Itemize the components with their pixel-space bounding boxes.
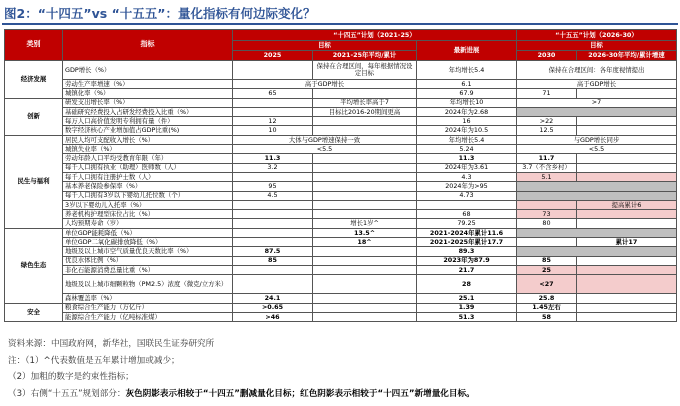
value-cell xyxy=(313,247,417,256)
header-2030: 2030 xyxy=(517,51,577,61)
indicator-cell: 粮食综合生产能力（万亿斤） xyxy=(63,303,233,312)
value-cell xyxy=(313,191,417,200)
value-cell: 67.9 xyxy=(417,89,517,98)
indicator-cell: 养老机构护理型床位占比（%） xyxy=(63,210,233,219)
category-innov: 创新 xyxy=(5,98,63,135)
value-cell: <5.5 xyxy=(233,145,417,154)
value-cell xyxy=(233,200,313,209)
value-cell xyxy=(313,265,417,274)
value-cell xyxy=(517,238,577,247)
value-cell: 68 xyxy=(417,210,517,219)
value-cell: 高于GDP增长 xyxy=(233,80,417,89)
value-cell: 85 xyxy=(517,256,577,265)
value-cell: 25 xyxy=(517,265,577,274)
indicator-cell: 优良水体比例（%） xyxy=(63,256,233,265)
indicator-cell: 能源综合生产能力（亿吨标准煤） xyxy=(63,312,233,321)
value-cell: 6.1 xyxy=(417,80,517,89)
value-cell: 大体与GDP增速保持一致 xyxy=(233,135,417,144)
value-cell: 65 xyxy=(233,89,313,98)
value-cell xyxy=(577,172,677,181)
header-2021-25: 2021-25年平均/累计 xyxy=(313,51,417,61)
value-cell xyxy=(517,191,677,200)
note-3-prefix: （3）右侧“十五五”规划部分： xyxy=(8,388,126,399)
value-cell: 年均增长5.4 xyxy=(417,135,517,144)
value-cell: 3.7（不含乡村） xyxy=(517,163,577,172)
value-cell: 增长1岁^ xyxy=(313,219,417,228)
value-cell: 89.3 xyxy=(417,247,517,256)
value-cell xyxy=(577,265,677,274)
value-cell: 24.1 xyxy=(233,294,313,303)
value-cell: 85 xyxy=(233,256,313,265)
value-cell xyxy=(577,126,677,135)
value-cell: >46 xyxy=(233,312,313,321)
indicator-cell: 数字经济核心产业增加值占GDP比重(%) xyxy=(63,126,233,135)
category-green: 绿色生态 xyxy=(5,228,63,303)
indicator-cell: 地级及以上城市空气质量优良天数比率（%） xyxy=(63,247,233,256)
value-cell xyxy=(233,238,313,247)
note-3-gray: 灰色阴影表示相较于“十四五”删减量化目标； xyxy=(125,388,301,399)
value-cell: 年均增长5.4 xyxy=(417,61,517,80)
value-cell: 12.5 xyxy=(517,126,577,135)
header-2026-30: 2026-30年平均/累计增速 xyxy=(577,51,677,61)
header-progress: 最新进展 xyxy=(417,41,517,61)
value-cell: 1.45左右 xyxy=(517,303,577,312)
notes-block xyxy=(8,336,676,402)
note-1: 注：（1）^代表数值是五年累计增加或减少； xyxy=(8,355,180,366)
indicator-cell: 3岁以下婴幼儿入托率（%） xyxy=(63,200,233,209)
value-cell: 25.1 xyxy=(417,294,517,303)
value-cell xyxy=(233,98,313,107)
value-cell: 3.2 xyxy=(233,163,313,172)
indicator-cell: 人均预期寿命（岁） xyxy=(63,219,233,228)
value-cell xyxy=(577,275,677,294)
indicator-cell: 每千人口拥有注册护士数（人） xyxy=(63,172,233,181)
note-2: （2）加粗的数字是约束性指标； xyxy=(8,372,134,382)
value-cell xyxy=(233,61,313,80)
indicator-table xyxy=(4,29,677,322)
value-cell: 2023年为87.9 xyxy=(417,256,517,265)
value-cell xyxy=(233,107,313,116)
value-cell: 71 xyxy=(517,89,577,98)
header-target-15: 目标 xyxy=(517,41,677,51)
note-3-red: 红色阴影表示相较于“十四五”新增量化目标。 xyxy=(300,388,475,399)
value-cell: 87.5 xyxy=(233,247,313,256)
category-security: 安全 xyxy=(5,303,63,322)
value-cell: 目标比2016-20期间更高 xyxy=(313,107,417,116)
value-cell xyxy=(517,228,677,237)
indicator-cell: 地级及以上城市细颗粒物（PM2.5）浓度（微克/立方米） xyxy=(63,275,233,294)
value-cell xyxy=(313,89,417,98)
value-cell: 79.25 xyxy=(417,219,517,228)
indicator-cell: 每千人口拥有3岁以下婴幼儿托位数（个） xyxy=(63,191,233,200)
value-cell: 12 xyxy=(233,117,313,126)
value-cell: >0.65 xyxy=(233,303,313,312)
indicator-cell: 森林覆盖率（%） xyxy=(63,294,233,303)
value-cell xyxy=(313,312,417,321)
value-cell: 保持在合理区间：各年度视情提出 xyxy=(517,61,677,80)
value-cell xyxy=(577,219,677,228)
value-cell: 提高累计6 xyxy=(577,200,677,209)
value-cell: 保持在合理区间，每年根据情况设定目标 xyxy=(313,61,417,80)
value-cell xyxy=(577,154,677,163)
note-3 xyxy=(8,386,676,403)
value-cell: 5.24 xyxy=(417,145,517,154)
value-cell: 累计17 xyxy=(577,238,677,247)
figure-title: 图2：“十四五”vs “十五五”：量化指标有何边际变化？ xyxy=(2,3,678,25)
value-cell: <5.5 xyxy=(517,145,677,154)
source-note: 资料来源：中国政府网，新华社，国联民生证券研究所 xyxy=(8,339,215,349)
value-cell xyxy=(313,182,417,191)
value-cell xyxy=(313,126,417,135)
value-cell: 年均增长10 xyxy=(417,98,517,107)
value-cell xyxy=(517,182,677,191)
indicator-cell: 居民人均可支配收入增长（%） xyxy=(63,135,233,144)
value-cell xyxy=(233,228,313,237)
indicator-cell: 基础研究经费投入占研发经费投入比重（%） xyxy=(63,107,233,116)
value-cell xyxy=(517,200,577,209)
header-category: 类别 xyxy=(5,30,63,61)
header-2025: 2025 xyxy=(233,51,313,61)
value-cell xyxy=(577,163,677,172)
value-cell xyxy=(233,172,313,181)
value-cell xyxy=(313,303,417,312)
indicator-cell: 劳动年龄人口平均受教育年限（年） xyxy=(63,154,233,163)
value-cell: 16 xyxy=(417,117,517,126)
value-cell: 2024年为>95 xyxy=(417,182,517,191)
value-cell xyxy=(233,265,313,274)
indicator-cell: 研发支出增长率（%） xyxy=(63,98,233,107)
value-cell xyxy=(313,275,417,294)
category-econ: 经济发展 xyxy=(5,61,63,99)
value-cell xyxy=(577,256,677,265)
value-cell xyxy=(313,294,417,303)
value-cell: 2024年为2.68 xyxy=(417,107,517,116)
value-cell: 80 xyxy=(517,219,577,228)
value-cell: 与GDP增长同步 xyxy=(517,135,677,144)
value-cell xyxy=(577,89,677,98)
value-cell xyxy=(313,117,417,126)
value-cell: 1.39 xyxy=(417,303,517,312)
indicator-cell: 城镇化率（%） xyxy=(63,89,233,98)
value-cell xyxy=(313,163,417,172)
value-cell: 21.7 xyxy=(417,265,517,274)
indicator-cell: 基本养老保险参保率（%） xyxy=(63,182,233,191)
value-cell xyxy=(233,219,313,228)
value-cell: 2024年为10.5 xyxy=(417,126,517,135)
value-cell xyxy=(577,210,677,219)
indicator-cell: 每万人口高价值发明专利拥有量（件） xyxy=(63,117,233,126)
value-cell: 高于GDP增长 xyxy=(517,80,677,89)
value-cell: 10 xyxy=(233,126,313,135)
value-cell: 2024年为3.61 xyxy=(417,163,517,172)
value-cell: 95 xyxy=(233,182,313,191)
header-target-14: 目标 xyxy=(233,41,417,51)
indicator-cell: 单位GDP二氧化碳排放降低（%） xyxy=(63,238,233,247)
indicator-cell: 单位GDP能耗降低（%） xyxy=(63,228,233,237)
value-cell: 11.7 xyxy=(517,154,577,163)
indicator-cell: 城镇失业率（%） xyxy=(63,145,233,154)
value-cell xyxy=(233,275,313,294)
header-indicator: 指标 xyxy=(63,30,233,61)
value-cell xyxy=(517,107,677,116)
value-cell xyxy=(417,200,517,209)
value-cell: 4.73 xyxy=(417,191,517,200)
header-plan15: “十五五”计划（2026-30） xyxy=(517,30,677,41)
indicator-cell: GDP增长（%） xyxy=(63,61,233,80)
value-cell: 5.1 xyxy=(517,172,577,181)
value-cell: 2021-2024年累计11.6 xyxy=(417,228,517,237)
value-cell xyxy=(313,154,417,163)
value-cell: >22 xyxy=(517,117,577,126)
value-cell: 13.5^ xyxy=(313,228,417,237)
value-cell: 11.3 xyxy=(233,154,313,163)
indicator-cell: 每千人口拥有执业（助理）医师数（人） xyxy=(63,163,233,172)
category-welfare: 民生与福利 xyxy=(5,135,63,228)
value-cell: 11.3 xyxy=(417,154,517,163)
value-cell xyxy=(577,294,677,303)
value-cell xyxy=(517,247,677,256)
value-cell: <27 xyxy=(517,275,577,294)
value-cell xyxy=(233,210,313,219)
value-cell: 25.8 xyxy=(517,294,577,303)
value-cell xyxy=(313,200,417,209)
value-cell: 51.3 xyxy=(417,312,517,321)
value-cell xyxy=(577,303,677,312)
value-cell: 4.5 xyxy=(233,191,313,200)
indicator-cell: 非化石能源消费总量比重（%） xyxy=(63,265,233,274)
header-plan14: “十四五”计划（2021-25） xyxy=(233,30,517,41)
value-cell: 73 xyxy=(517,210,577,219)
value-cell: 4.3 xyxy=(417,172,517,181)
value-cell xyxy=(577,117,677,126)
value-cell xyxy=(577,312,677,321)
indicator-cell: 劳动生产率增速（%） xyxy=(63,80,233,89)
value-cell: 58 xyxy=(517,312,577,321)
value-cell: 18^ xyxy=(313,238,417,247)
value-cell: 平均增长率高于7 xyxy=(313,98,417,107)
value-cell: >7 xyxy=(517,98,677,107)
value-cell xyxy=(313,210,417,219)
value-cell: 28 xyxy=(417,275,517,294)
value-cell: 2021-2025年累计17.7 xyxy=(417,238,517,247)
value-cell xyxy=(313,256,417,265)
value-cell xyxy=(313,172,417,181)
